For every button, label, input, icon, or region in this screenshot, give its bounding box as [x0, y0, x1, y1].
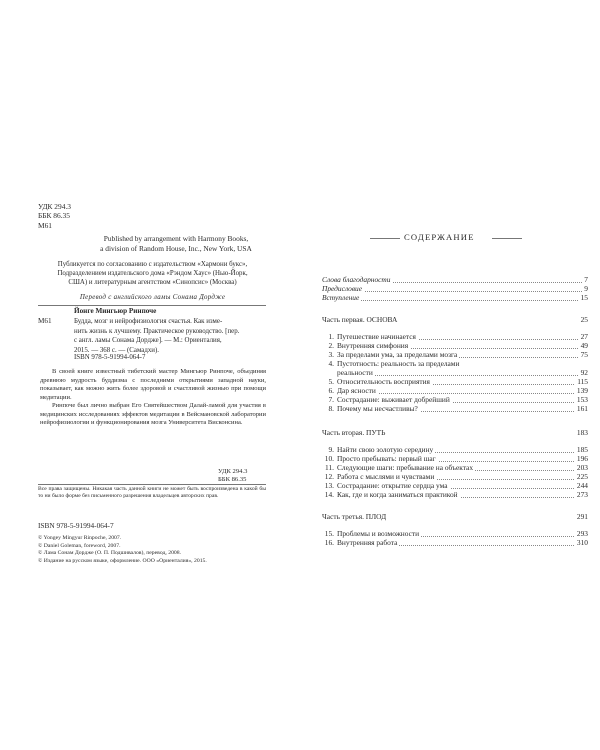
- toc-chapter-continuation[interactable]: [322, 368, 588, 377]
- chapter-page: 115: [577, 377, 588, 386]
- chapter-number: 10.: [324, 454, 334, 463]
- chapter-number: 13.: [324, 481, 334, 490]
- toc-part-page: 183: [576, 428, 588, 437]
- toc-part-heading[interactable]: [322, 512, 588, 521]
- author-heading: Йонге Мингьюр Ринпоче: [74, 307, 157, 315]
- biblio-line: Будда, мозг и нейрофизиология счастья. Как изме-: [74, 318, 223, 325]
- chapter-title: За пределами ума, за пределами мозга: [337, 350, 458, 359]
- biblio-line: с англ. ламы Сонама Дордже]. — М.: Ориенталия,: [74, 337, 222, 345]
- toc-chapter[interactable]: [322, 463, 588, 472]
- divider: [38, 484, 266, 485]
- chapter-page: 225: [576, 472, 588, 481]
- chapter-number: 9.: [328, 445, 334, 454]
- bbk-code: ББК 86.35: [218, 476, 247, 484]
- toc-entry-label: Предисловие: [322, 284, 363, 293]
- copyright-list: [38, 535, 207, 566]
- chapter-page: 273: [576, 490, 588, 499]
- toc-entry[interactable]: [322, 284, 588, 293]
- toc-part-page: 291: [576, 512, 588, 521]
- toc-entry[interactable]: [322, 293, 588, 302]
- copyright-line: © Лама Сонам Дордже (О. П. Подшивалов), перевод, 2008.: [38, 550, 182, 557]
- toc-part-title: Часть вторая. ПУТЬ: [322, 428, 386, 437]
- toc-chapter[interactable]: [322, 350, 588, 359]
- toc-chapter[interactable]: [322, 454, 588, 463]
- chapter-title: Дар ясности: [337, 386, 376, 395]
- chapter-title: Как, где и когда заниматься практикой: [337, 490, 458, 499]
- toc-entry-page: 7: [584, 275, 588, 284]
- chapter-number: 2.: [328, 341, 334, 350]
- chapter-page: 75: [580, 350, 588, 359]
- toc-entry-page: 15: [580, 293, 588, 302]
- chapter-number: 12.: [324, 472, 334, 481]
- toc-chapter-first-line[interactable]: [322, 359, 588, 368]
- toc-part-heading[interactable]: [322, 315, 588, 324]
- udk-code: УДК 294.3: [218, 468, 248, 475]
- toc-chapter[interactable]: [322, 332, 588, 341]
- chapter-title: Пустотность: реальность за пределами: [337, 359, 460, 368]
- isbn-bottom: ISBN 978-5-91994-064-7: [38, 521, 114, 530]
- toc-part-heading[interactable]: [322, 428, 588, 437]
- chapter-title: Почему мы несчастливы?: [337, 404, 418, 413]
- chapter-page: 310: [576, 538, 588, 547]
- toc-entry-page: 9: [584, 284, 588, 293]
- divider: [38, 305, 266, 306]
- right-page: [300, 0, 600, 750]
- chapter-title: Найти свою золотую середину: [337, 445, 434, 454]
- translator-credit: Перевод с английского ламы Сонама Дордже: [79, 294, 226, 301]
- bibliographic-description: [74, 317, 266, 355]
- chapter-number: 3.: [328, 350, 334, 359]
- toc-chapter[interactable]: [322, 472, 588, 481]
- toc-entry[interactable]: [322, 275, 588, 284]
- toc-chapter[interactable]: [322, 529, 588, 538]
- toc-chapter[interactable]: [322, 404, 588, 413]
- chapter-title: Внутренняя симфония: [337, 341, 409, 350]
- biblio-line: нить жизнь к лучшему. Практическое руководство. [пер.: [74, 327, 240, 335]
- copyright-line: © Издание на русском языке, оформление. ООО «Ориенталия», 2015.: [38, 558, 207, 565]
- bbk-code: ББК 86.35: [38, 211, 70, 221]
- toc-title: СОДЕРЖАНИЕ: [404, 232, 475, 242]
- chapter-page: 92: [580, 368, 588, 377]
- chapter-page: 153: [576, 395, 588, 404]
- chapter-page: 185: [576, 445, 588, 454]
- chapter-number: 8.: [328, 404, 334, 413]
- toc-part-page: 25: [580, 315, 588, 324]
- chapter-page: 196: [576, 454, 588, 463]
- license-line: Подразделением издательского дома «Рэндом Хаус» (Нью-Йорк,: [57, 270, 248, 277]
- annotation: [40, 368, 266, 428]
- chapter-page: 203: [576, 463, 588, 472]
- udk-block-top: [38, 202, 71, 230]
- toc-chapter[interactable]: [322, 481, 588, 490]
- chapter-title: Сострадание: выживает добрейший: [337, 395, 450, 404]
- catalog-code: М61: [38, 220, 52, 230]
- toc-chapter[interactable]: [322, 490, 588, 499]
- toc-chapter[interactable]: [322, 386, 588, 395]
- chapter-title: Относительность восприятия: [337, 377, 430, 386]
- chapter-page: 27: [580, 332, 588, 341]
- chapter-number: 15.: [324, 529, 334, 538]
- udk-block-bottom: [218, 468, 247, 485]
- chapter-page: 293: [576, 529, 588, 538]
- toc-part-title: Часть первая. ОСНОВА: [322, 315, 398, 324]
- title-rule-left: [370, 238, 400, 239]
- chapter-number: 14.: [324, 490, 334, 499]
- chapter-title-continued: реальности: [337, 368, 373, 377]
- published-line: a division of Random House, Inc., New York, USA: [100, 243, 252, 253]
- toc-chapter[interactable]: [322, 445, 588, 454]
- license-line: США) и литературным агентством «Синопсис» (Москва): [68, 279, 237, 286]
- copyright-line: © Yongey Mingyur Rinpoche, 2007.: [38, 535, 122, 541]
- isbn-inner: ISBN 978-5-91994-064-7: [74, 354, 146, 361]
- udk-code: УДК 294.3: [38, 202, 71, 211]
- toc-chapter[interactable]: [322, 377, 588, 386]
- chapter-title: Просто пребывать: первый шаг: [337, 454, 436, 463]
- toc-chapter[interactable]: [322, 538, 588, 547]
- toc-chapter[interactable]: [322, 341, 588, 350]
- chapter-number: 7.: [328, 395, 334, 404]
- biblio-line: 2015. — 368 с. — (Самадхи).: [74, 346, 159, 354]
- chapter-title: Внутренняя работа: [337, 538, 398, 547]
- chapter-number: 16.: [324, 538, 334, 547]
- chapter-number: 4.: [328, 359, 334, 368]
- published-line: Published by arrangement with Harmony Books,: [103, 234, 249, 243]
- published-by-notice: [96, 234, 256, 253]
- chapter-title: Путешествие начинается: [337, 332, 416, 341]
- rights-notice: Все права защищены. Никакая часть данной книги не может быть воспроизведена в какой бы то ни было форме без письменного разрешения владельцев авторских прав.: [38, 486, 266, 500]
- chapter-number: 1.: [328, 332, 334, 341]
- title-rule-right: [492, 238, 522, 239]
- annotation-paragraph: Ринпоче был лично выбран Его Святейшеством Далай-ламой для участия в медицинских исследованиях эффектов медитации в Вейсмановской лаборатории нейрофизиологии и функционирования мозга Университета Висконсина.: [40, 402, 266, 426]
- copyright-line: © Daniel Goleman, foreword, 2007.: [38, 542, 121, 549]
- chapter-page: 161: [576, 404, 588, 413]
- chapter-page: 244: [576, 481, 588, 490]
- toc-entry-label: Вступление: [322, 293, 360, 302]
- toc-part-title: Часть третья. ПЛОД: [322, 512, 387, 521]
- license-notice: [40, 260, 265, 287]
- chapter-number: 11.: [325, 463, 334, 472]
- catalog-mark: М61: [38, 317, 52, 325]
- chapter-title: Сострадание: открытие сердца ума: [337, 481, 448, 490]
- chapter-title: Проблемы и возможности: [337, 529, 420, 538]
- chapter-page: 139: [576, 386, 588, 395]
- license-line: Публикуется по согласованию с издательством «Хармони букс»,: [57, 261, 248, 268]
- chapter-title: Следующие шаги: пребывание на объектах: [337, 463, 474, 472]
- chapter-number: 6.: [328, 386, 334, 395]
- toc-chapter[interactable]: [322, 395, 588, 404]
- chapter-title: Работа с мыслями и чувствами: [337, 472, 435, 481]
- annotation-paragraph: В своей книге известный тибетский мастер Мингьюр Ринпоче, объединяя древнюю мудрость буддизма с последними открытиями западной науки, показывает, как можно жить более здоровой и счастливой жизнью при помощи медитации.: [40, 368, 266, 401]
- chapter-number: 5.: [328, 377, 334, 386]
- chapter-page: 49: [580, 341, 588, 350]
- toc-entry-label: Слова благодарности: [322, 275, 391, 284]
